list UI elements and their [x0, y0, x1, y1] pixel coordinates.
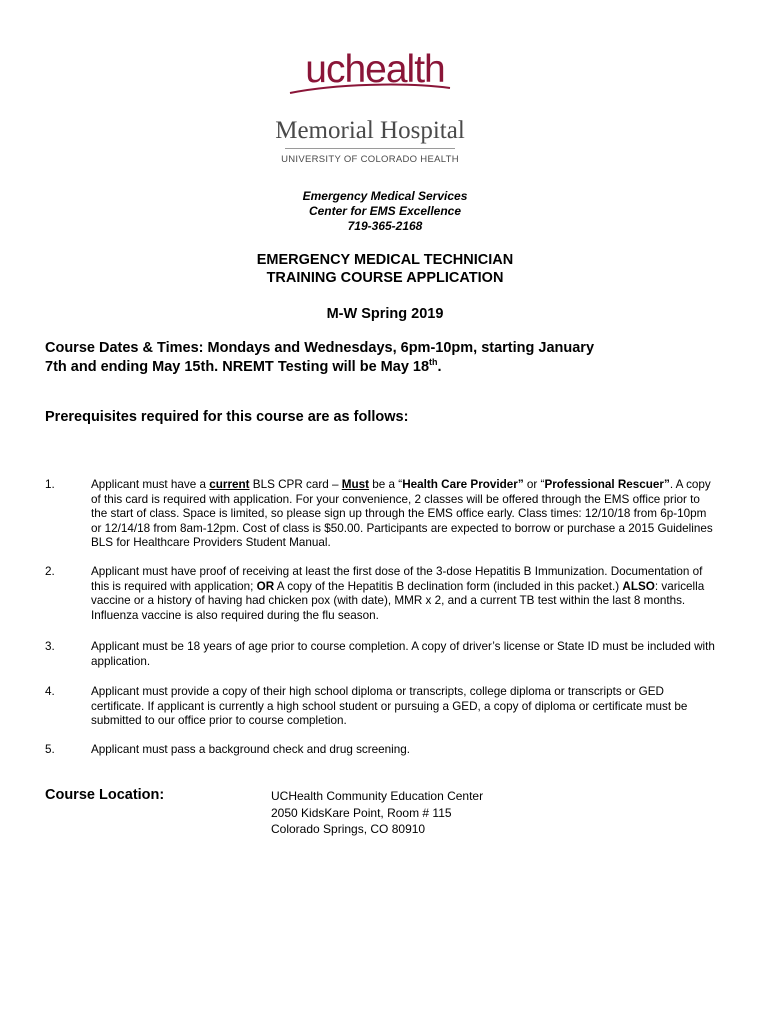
list-item-number: 2. [45, 565, 55, 578]
list-item-number: 3. [45, 640, 55, 653]
list-item-text: Applicant must have a current BLS CPR card – Must be a “Health Care Provider” or “Professional Rescuer”. A copy of this card is required with application. For your convenience, 2 classes will be offered through the EMS office prior to the start of class. Space is limited, so please sign up through the EMS office early. Class times: 12/10/18 from 6p-10pm or 12/14/18 from 8am-12pm. Cost of class is $50.00. Participants are expected to borrow or purchase a 2015 Guidelines BLS for Healthcare Providers Student Manual. [91, 478, 713, 550]
logo-divider [285, 148, 455, 149]
logo-swoosh-icon [285, 80, 455, 96]
list-item-number: 4. [45, 685, 55, 698]
hospital-name: Memorial Hospital [275, 117, 465, 144]
list-item-text: Applicant must be 18 years of age prior to course completion. A copy of driver’s license or State ID must be included with application. [91, 640, 715, 668]
location-line: Colorado Springs, CO 80910 [271, 822, 426, 836]
list-item-text: Applicant must have proof of receiving at least the first dose of the 3-dose Hepatitis B Immunization. Documentation of this is required with application; OR A copy of the Hepatitis B declination form (included in this packet.) ALSO: varicella vaccine or a history of having had chicken pox (with date), MMR x 2, and a current TB test within the last 8 months. Influenza vaccine is also required during the flu season. [91, 565, 705, 622]
list-item-number: 5. [45, 743, 55, 756]
prerequisites-heading: Prerequisites required for this course are as follows: [45, 409, 409, 425]
logo-subtitle: UNIVERSITY OF COLORADO HEALTH [281, 154, 459, 165]
location-line: UCHealth Community Education Center [271, 789, 484, 803]
session-label: M-W Spring 2019 [326, 306, 444, 322]
location-line: 2050 KidsKare Point, Room # 115 [271, 805, 452, 820]
course-location-label: Course Location: [45, 787, 165, 803]
page-title-line1: EMERGENCY MEDICAL TECHNICIAN [256, 252, 514, 268]
department-phone: 719-365-2168 [347, 219, 423, 233]
course-dates-line2: 7th and ending May 15th. NREMT Testing will be May 18th. [45, 357, 442, 375]
page-title-line2: TRAINING COURSE APPLICATION [266, 270, 504, 286]
uchealth-logo-wordmark: uchealth [305, 48, 445, 91]
list-item-number: 1. [45, 478, 55, 491]
course-dates [45, 339, 735, 377]
department-name: Emergency Medical Services [302, 189, 468, 203]
list-item-text: Applicant must provide a copy of their high school diploma or transcripts, college diploma or transcripts or GED certificate. If applicant is currently a high school student or pursuing a GED, a copy of diploma or certificate must be submitted to our office prior to course completion. [91, 685, 688, 728]
course-dates-line1: Course Dates & Times: Mondays and Wednesdays, 6pm-10pm, starting January [45, 340, 595, 356]
list-item-text: Applicant must pass a background check and drug screening. [91, 743, 410, 756]
course-location-address [271, 788, 483, 838]
department-center: Center for EMS Excellence [308, 204, 462, 218]
